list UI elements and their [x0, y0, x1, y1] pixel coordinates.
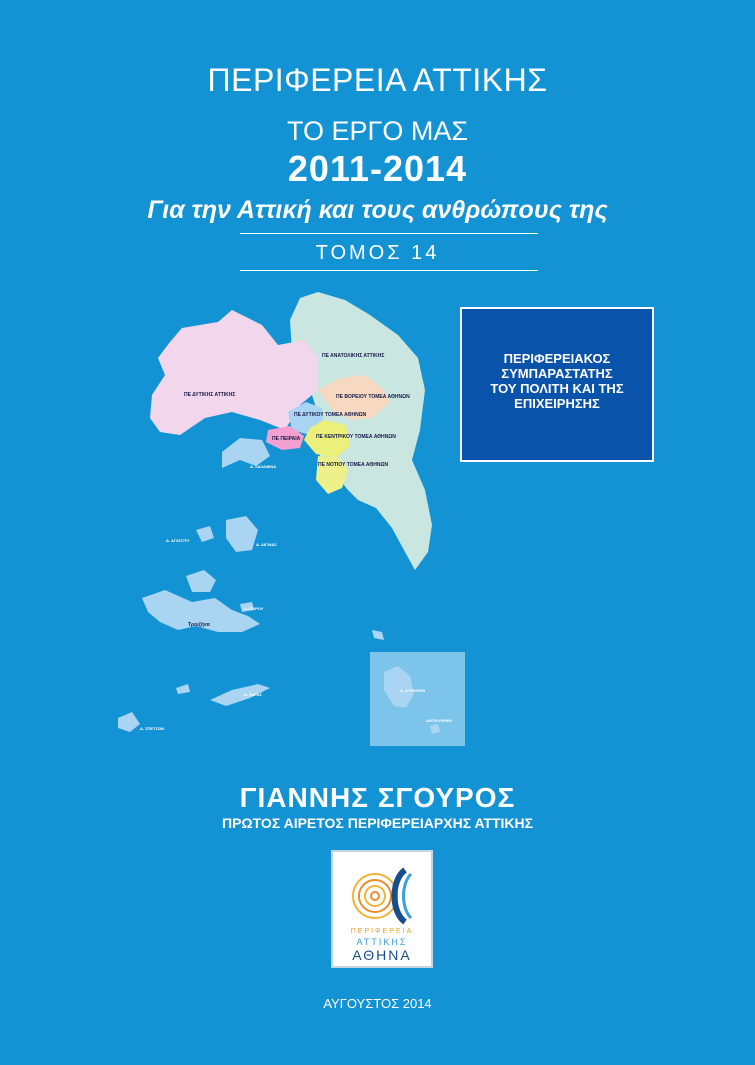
- divider-bottom: [240, 270, 538, 271]
- publication-date: ΑΥΓΟΥΣΤΟΣ 2014: [323, 996, 432, 1011]
- map-label-west-athens: ΠΕ ΔΥΤΙΚΟΥ ΤΟΜΕΑ ΑΘΗΝΩΝ: [294, 412, 367, 418]
- map-label-south: ΠΕ ΝΟΤΙΟΥ ΤΟΜΕΑ ΑΘΗΝΩΝ: [318, 462, 389, 468]
- tagline: Για την Αττική και τους ανθρώπους της: [147, 196, 608, 224]
- logo-line-2: ΑΤΤΙΚΗΣ: [356, 937, 408, 947]
- map-label-spetses: Δ. ΣΠΕΤΣΩΝ: [140, 726, 164, 731]
- map-label-aegina: Δ. ΑΙΓΙΝΑΣ: [256, 542, 277, 547]
- divider-top: [240, 233, 538, 234]
- volume-label: ΤΟΜΟΣ 14: [315, 242, 440, 264]
- map-label-east: ΠΕ ΑΝΑΤΟΛΙΚΗΣ ΑΤΤΙΚΗΣ: [322, 353, 385, 359]
- logo-emblem-icon: [345, 864, 421, 926]
- map-label-antikythira: ΑΝΤΙΚΥΘΗΡΑ: [426, 718, 452, 723]
- ombudsman-box-text: ΠΕΡΙΦΕΡΕΙΑΚΟΣ ΣΥΜΠΑΡΑΣΤΑΤΗΣ ΤΟΥ ΠΟΛΙΤΗ ΚΑΙ ΤΗΣ ΕΠΙΧΕΙΡΗΣΗΣ: [490, 351, 624, 411]
- map-label-salamina: Δ. ΣΑΛΑΜΙΝΑ: [250, 464, 277, 469]
- map-label-north: ΠΕ ΒΟΡΕΙΟΥ ΤΟΜΕΑ ΑΘΗΝΩΝ: [336, 394, 410, 400]
- map-island-agkistri: [196, 526, 214, 542]
- region-title: ΠΕΡΙΦΕΡΕΙΑ ΑΤΤΙΚΗΣ: [207, 62, 548, 98]
- map-label-agkistri: Δ. ΑΓΚΙΣΤΡΙ: [166, 538, 189, 543]
- map-label-piraeus: ΠΕ ΠΕΙΡΑΙΑ: [272, 436, 301, 442]
- author-role: ΠΡΩΤΟΣ ΑΙΡΕΤΟΣ ΠΕΡΙΦΕΡΕΙΑΡΧΗΣ ΑΤΤΙΚΗΣ: [221, 815, 534, 831]
- logo-line-3: ΑΘΗΝΑ: [352, 947, 412, 963]
- attica-map: [0, 280, 480, 760]
- map-label-poros: Δ. ΠΟΡΟΥ: [244, 606, 264, 611]
- subtitle: ΤΟ ΕΡΓΟ ΜΑΣ: [286, 116, 469, 146]
- map-label-central: ΠΕ ΚΕΝΤΡΙΚΟΥ ΤΟΜΕΑ ΑΘΗΝΩΝ: [316, 434, 396, 440]
- map-island-spetses: [118, 712, 140, 732]
- map-island-methana: [186, 570, 216, 592]
- map-islet-1: [176, 684, 190, 694]
- years: 2011-2014: [287, 148, 468, 189]
- logo-line-1: ΠΕΡΙΦΕΡΕΙΑ: [350, 928, 414, 935]
- author-name: ΓΙΑΝΝΗΣ ΣΓΟΥΡΟΣ: [239, 782, 516, 813]
- map-island-aegina: [226, 516, 258, 552]
- map-inset-kythira: [370, 652, 465, 746]
- ombudsman-box: [460, 307, 654, 462]
- map-label-kythira: Δ. ΚΥΘΗΡΩΝ: [400, 688, 426, 693]
- map-islet-2: [372, 630, 384, 640]
- map-label-hydra: Δ. ΥΔΡΑΣ: [244, 692, 262, 697]
- map-label-troizina: Τροιζήνα: [188, 622, 210, 628]
- logo: [331, 850, 433, 968]
- map-label-west: ΠΕ ΔΥΤΙΚΗΣ ΑΤΤΙΚΗΣ: [184, 392, 236, 398]
